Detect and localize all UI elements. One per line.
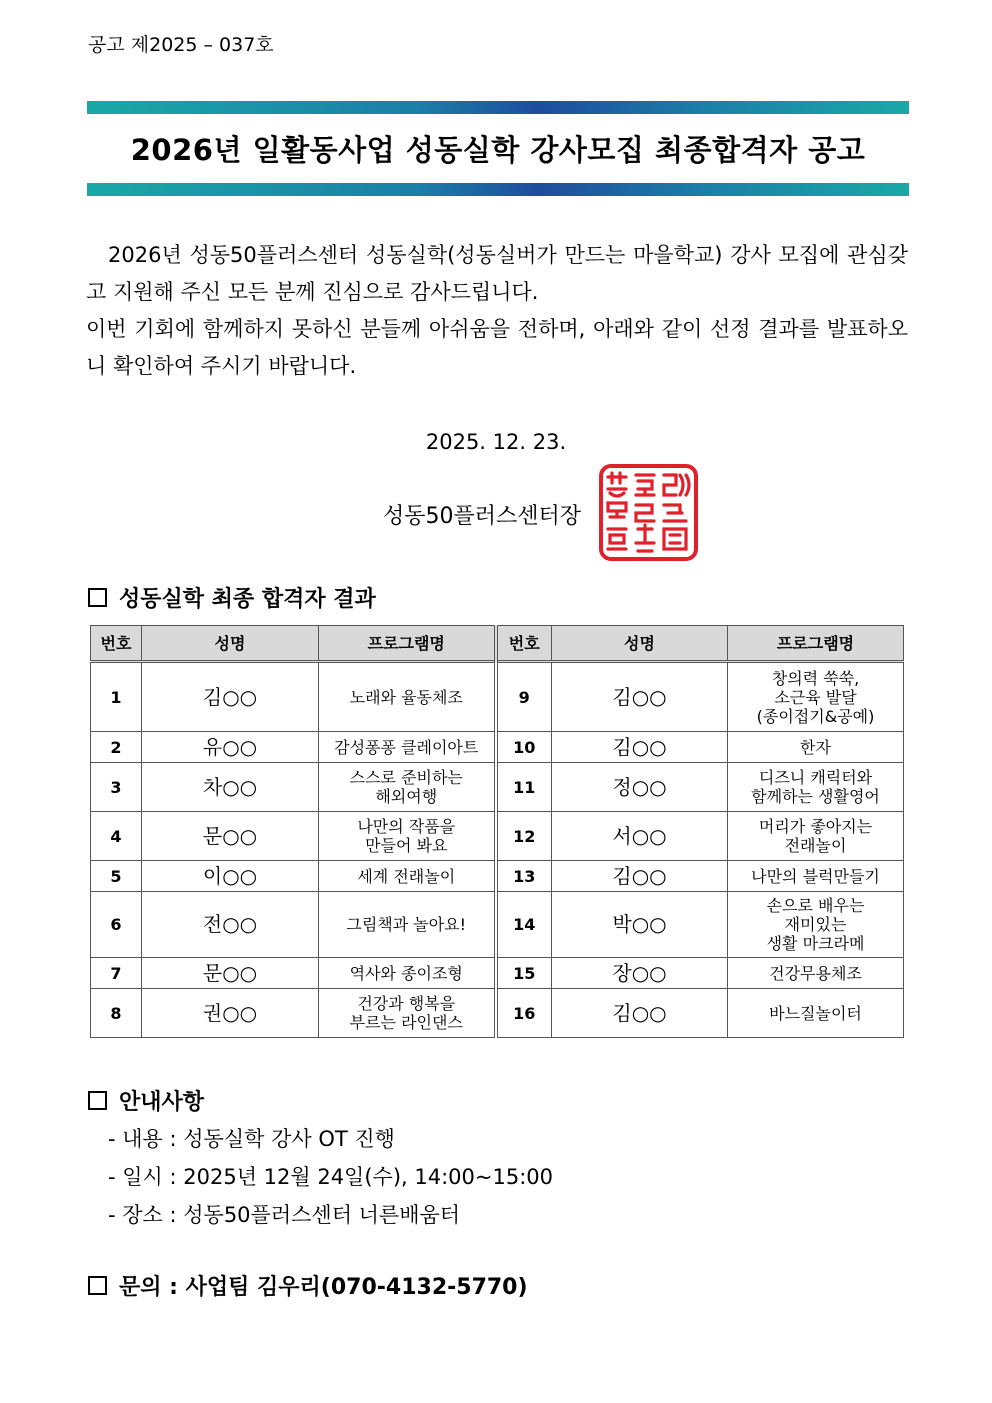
row-number: 11 [496, 763, 552, 812]
program-name: 나만의 블럭만들기 [728, 861, 904, 892]
table-header-row [91, 626, 904, 662]
title-bar-top [87, 101, 909, 114]
program-name: 건강과 행복을 부르는 라인댄스 [319, 989, 496, 1038]
results-table [90, 625, 904, 1038]
row-number: 6 [91, 892, 142, 958]
program-name: 세계 전래놀이 [319, 861, 496, 892]
intro-text [86, 237, 908, 385]
info-item-datetime: - 일시 : 2025년 12월 24일(수), 14:00~15:00 [108, 1165, 554, 1189]
row-number: 10 [496, 732, 552, 763]
instructor-name: 박○○ [552, 892, 728, 958]
instructor-name: 문○○ [142, 812, 319, 861]
page-title: 2026년 일활동사업 성동실학 강사모집 최종합격자 공고 [130, 133, 866, 167]
row-number: 8 [91, 989, 142, 1038]
program-name: 한자 [728, 732, 904, 763]
instructor-name: 장○○ [552, 958, 728, 989]
instructor-name: 김○○ [142, 662, 319, 732]
program-name: 손으로 배우는 재미있는 생활 마크라메 [728, 892, 904, 958]
row-number: 1 [91, 662, 142, 732]
header-name-left: 성명 [142, 626, 319, 662]
program-name: 역사와 종이조형 [319, 958, 496, 989]
info-item-location: - 장소 : 성동50플러스센터 너른배움터 [108, 1203, 461, 1227]
row-number: 15 [496, 958, 552, 989]
row-number: 9 [496, 662, 552, 732]
instructor-name: 차○○ [142, 763, 319, 812]
signer-name: 성동50플러스센터장 [383, 504, 582, 529]
checkbox-square-icon [88, 588, 107, 607]
header-number-right: 번호 [496, 626, 552, 662]
table-row [91, 812, 904, 861]
table-row [91, 958, 904, 989]
results-heading [88, 582, 376, 613]
program-name: 디즈니 캐릭터와 함께하는 생활영어 [728, 763, 904, 812]
instructor-name: 김○○ [552, 732, 728, 763]
checkbox-square-icon [88, 1276, 107, 1295]
program-name: 그림책과 놀아요! [319, 892, 496, 958]
table-row [91, 892, 904, 958]
row-number: 4 [91, 812, 142, 861]
table-row [91, 732, 904, 763]
program-name: 창의력 쑥쑥, 소근육 발달 (종이접기&공예) [728, 662, 904, 732]
instructor-name: 이○○ [142, 861, 319, 892]
instructor-name: 유○○ [142, 732, 319, 763]
program-name: 노래와 율동체조 [319, 662, 496, 732]
table-row [91, 662, 904, 732]
info-heading [88, 1085, 204, 1116]
info-item-content: - 내용 : 성동실학 강사 OT 진행 [108, 1127, 395, 1151]
instructor-name: 전○○ [142, 892, 319, 958]
header-number-left: 번호 [91, 626, 142, 662]
notice-number: 공고 제2025 – 037호 [88, 34, 274, 56]
info-heading-label: 안내사항 [119, 1090, 205, 1115]
program-name: 나만의 작품을 만들어 봐요 [319, 812, 496, 861]
program-name: 바느질놀이터 [728, 989, 904, 1038]
row-number: 14 [496, 892, 552, 958]
table-row [91, 989, 904, 1038]
instructor-name: 서○○ [552, 812, 728, 861]
checkbox-square-icon [88, 1091, 107, 1110]
contact-heading [88, 1270, 528, 1301]
info-list [108, 1120, 553, 1234]
results-heading-label: 성동실학 최종 합격자 결과 [119, 587, 376, 612]
instructor-name: 김○○ [552, 662, 728, 732]
contact-label: 문의 : 사업팀 김우리(070-4132-5770) [119, 1275, 528, 1300]
program-name: 건강무용체조 [728, 958, 904, 989]
header-program-left: 프로그램명 [319, 626, 496, 662]
instructor-name: 김○○ [552, 989, 728, 1038]
intro-paragraph-1: 2026년 성동50플러스센터 성동실학(성동실버가 만드는 마을학교) 강사 모집에 관심갖고 지원해 주신 모든 분께 진심으로 감사드립니다. [86, 243, 908, 304]
row-number: 12 [496, 812, 552, 861]
official-seal-icon [598, 463, 699, 562]
program-name: 감성퐁퐁 클레이아트 [319, 732, 496, 763]
title-bar-bottom [87, 183, 909, 196]
instructor-name: 정○○ [552, 763, 728, 812]
program-name: 머리가 좋아지는 전래놀이 [728, 812, 904, 861]
program-name: 스스로 준비하는 해외여행 [319, 763, 496, 812]
row-number: 16 [496, 989, 552, 1038]
instructor-name: 김○○ [552, 861, 728, 892]
row-number: 5 [91, 861, 142, 892]
table-row [91, 763, 904, 812]
row-number: 7 [91, 958, 142, 989]
header-program-right: 프로그램명 [728, 626, 904, 662]
instructor-name: 문○○ [142, 958, 319, 989]
intro-paragraph-2: 이번 기회에 함께하지 못하신 분들께 아쉬움을 전하며, 아래와 같이 선정 결과를 발표하오니 확인하여 주시기 바랍니다. [86, 317, 908, 378]
row-number: 2 [91, 732, 142, 763]
notice-date: 2025. 12. 23. [425, 430, 567, 454]
row-number: 13 [496, 861, 552, 892]
table-row [91, 861, 904, 892]
instructor-name: 권○○ [142, 989, 319, 1038]
header-name-right: 성명 [552, 626, 728, 662]
row-number: 3 [91, 763, 142, 812]
